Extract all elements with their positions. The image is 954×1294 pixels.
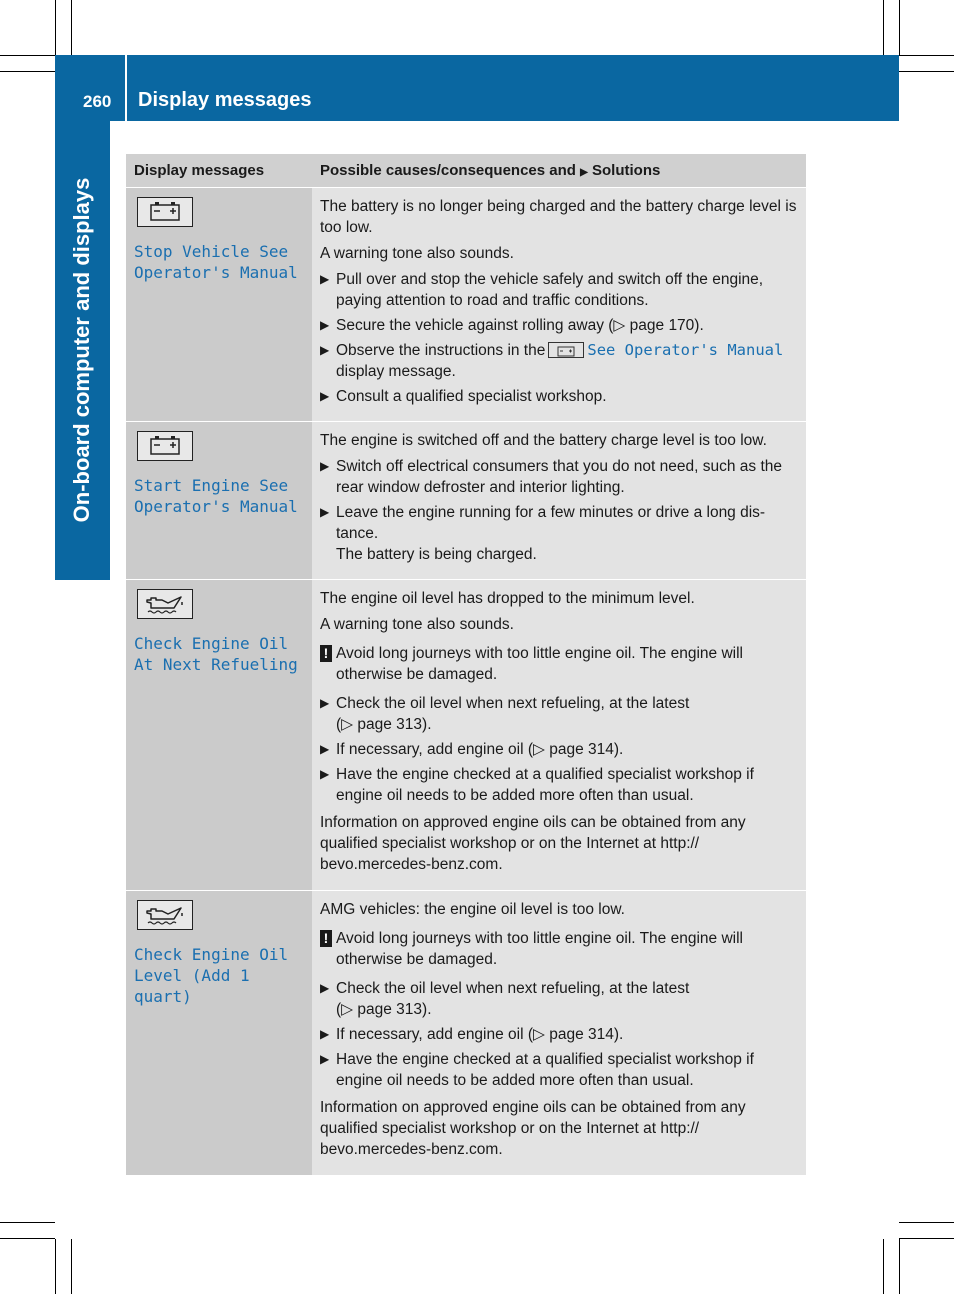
info-text: Information on approved engine oils can be obtained from any qualified specialist workshop or on the Internet at http:// bevo.mercedes-benz.com. [320, 814, 746, 873]
instruction-text: Pull over and stop the vehicle safely and switch off the engine, paying attention to road and traffic conditions. [336, 271, 764, 309]
display-message-text: Start Engine See Operator's Manual [134, 476, 298, 516]
message-cell [126, 580, 312, 891]
header-divider [125, 55, 127, 121]
display-messages-table [126, 154, 806, 1175]
bullet-arrow-icon: ▶ [320, 696, 330, 710]
solution-cell [312, 188, 806, 422]
crop-mark [899, 1238, 954, 1239]
display-message-text: Stop Vehicle See Operator's Manual [134, 242, 298, 282]
crop-mark [883, 1239, 884, 1294]
cause-text: The engine is switched off and the battery charge level is too low. [320, 432, 767, 449]
instruction-item [320, 456, 798, 498]
message-cell [126, 891, 312, 1176]
bullet-arrow-icon: ▶ [320, 742, 330, 756]
warning-text: Avoid long journeys with too little engine oil. The engine will otherwise be damaged. [336, 930, 743, 968]
warning-icon: ! [320, 645, 332, 662]
info-text: Information on approved engine oils can be obtained from any qualified specialist workshop or on the Internet at http:// bevo.mercedes-benz.com. [320, 1099, 746, 1158]
battery-icon [137, 431, 193, 461]
solution-cell [312, 580, 806, 891]
instruction-item [320, 978, 798, 1020]
instruction-item [320, 502, 798, 565]
battery-icon [548, 342, 584, 358]
instruction-text: If necessary, add engine oil (▷ page 314). [336, 741, 624, 758]
warning-note [320, 928, 798, 970]
table-row [126, 891, 806, 1176]
message-cell [126, 188, 312, 422]
page-reference: (▷ page 313). [336, 716, 432, 733]
instruction-item [320, 340, 798, 382]
bullet-arrow-icon: ▶ [320, 1052, 330, 1066]
instruction-text: Switch off electrical consumers that you do not need, such as the rear window defroster and interior lighting. [336, 458, 783, 496]
bullet-arrow-icon: ▶ [320, 981, 330, 995]
instruction-text: Secure the vehicle against rolling away (▷ page 170). [336, 317, 704, 334]
column-header-messages: Display messages [126, 154, 312, 188]
table-header-row [126, 154, 806, 188]
instruction-text: If necessary, add engine oil (▷ page 314). [336, 1026, 624, 1043]
arrow-icon: ▶ [580, 167, 588, 178]
instruction-text: Have the engine checked at a qualified specialist workshop if engine oil needs to be added more often than usual. [336, 766, 754, 804]
crop-mark [899, 55, 954, 56]
oil-can-icon [137, 900, 193, 930]
battery-icon [137, 197, 193, 227]
header-text-b: Solutions [592, 162, 661, 179]
page-reference: (▷ page 313). [336, 1001, 432, 1018]
bullet-arrow-icon: ▶ [320, 767, 330, 781]
page-title: Display messages [138, 89, 312, 111]
table-row [126, 188, 806, 422]
bullet-arrow-icon: ▶ [320, 389, 330, 403]
header-text-a: Possible causes/consequences and [320, 162, 576, 179]
warning-icon: ! [320, 930, 332, 947]
instruction-text: Check the oil level when next refueling, at the latest [336, 695, 690, 712]
crop-mark [0, 1238, 55, 1239]
instruction-note: The battery is being charged. [336, 546, 537, 563]
page-number: 260 [83, 92, 112, 111]
cause-text: A warning tone also sounds. [320, 245, 514, 262]
bullet-arrow-icon: ▶ [320, 1027, 330, 1041]
instruction-item [320, 739, 798, 760]
warning-text: Avoid long journeys with too little engine oil. The engine will otherwise be damaged. [336, 645, 743, 683]
crop-mark [899, 71, 954, 72]
bullet-arrow-icon: ▶ [320, 272, 330, 286]
crop-mark [899, 1222, 954, 1223]
instruction-item [320, 693, 798, 735]
cause-text: The engine oil level has dropped to the minimum level. [320, 590, 695, 607]
crop-mark [71, 0, 72, 55]
instruction-item [320, 1049, 798, 1091]
instruction-text: Have the engine checked at a qualified specialist workshop if engine oil needs to be added more often than usual. [336, 1051, 754, 1089]
bullet-arrow-icon: ▶ [320, 459, 330, 473]
message-cell [126, 422, 312, 580]
instruction-text: Leave the engine running for a few minutes or drive a long dis-tance. [336, 504, 766, 542]
cause-text: The battery is no longer being charged and the battery charge level is too low. [320, 198, 797, 236]
cause-text: AMG vehicles: the engine oil level is too low. [320, 901, 625, 918]
bullet-arrow-icon: ▶ [320, 505, 330, 519]
crop-mark [0, 55, 55, 56]
table-row [126, 422, 806, 580]
crop-mark [0, 71, 55, 72]
instruction-item [320, 764, 798, 806]
inline-display-message: See Operator's Manual [587, 341, 784, 359]
bullet-arrow-icon: ▶ [320, 318, 330, 332]
crop-mark [71, 1239, 72, 1294]
solution-cell [312, 422, 806, 580]
column-header-causes [312, 154, 806, 188]
instruction-item [320, 386, 798, 407]
instruction-item [320, 269, 798, 311]
cause-text: A warning tone also sounds. [320, 616, 514, 633]
instruction-text: Check the oil level when next refueling, at the latest [336, 980, 690, 997]
warning-note [320, 643, 798, 685]
solution-cell [312, 891, 806, 1176]
display-message-text: Check Engine Oil Level (Add 1 quart) [134, 945, 289, 1006]
instruction-text: Observe the instructions in the [336, 342, 546, 359]
instruction-text: Consult a qualified specialist workshop. [336, 388, 607, 405]
crop-mark [899, 0, 900, 55]
crop-mark [883, 0, 884, 55]
section-title: On-board computer and displays [69, 177, 94, 523]
oil-can-icon [137, 589, 193, 619]
table-row [126, 580, 806, 891]
bullet-arrow-icon: ▶ [320, 343, 330, 357]
crop-mark [0, 1222, 55, 1223]
instruction-text: display message. [336, 363, 456, 380]
crop-mark [55, 1239, 56, 1294]
instruction-item [320, 1024, 798, 1045]
crop-mark [899, 1239, 900, 1294]
crop-mark [55, 0, 56, 55]
instruction-item [320, 315, 798, 336]
display-message-text: Check Engine Oil At Next Refueling [134, 634, 298, 674]
